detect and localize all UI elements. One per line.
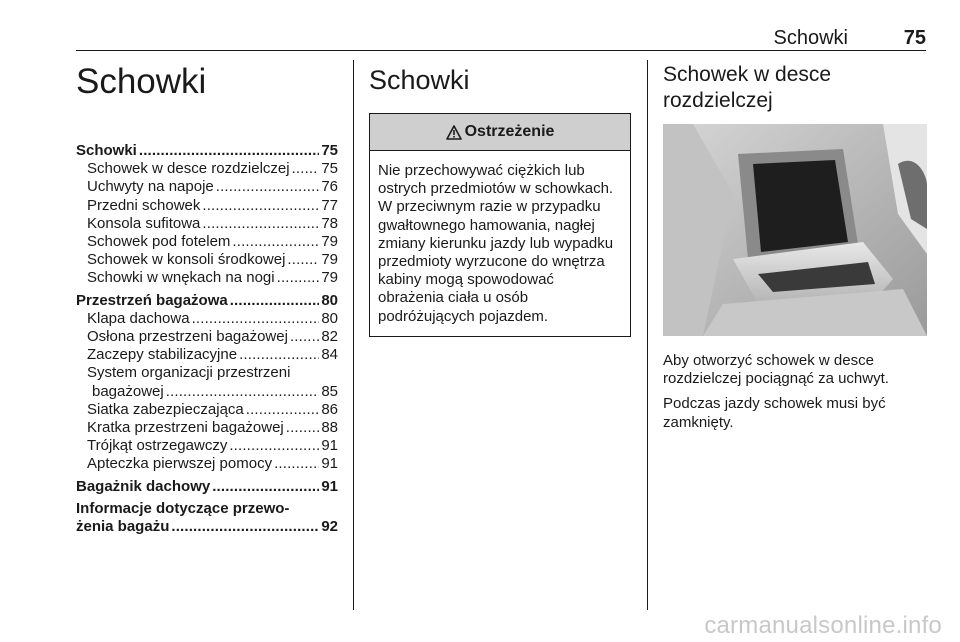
toc-entry[interactable]: Siatka zabezpieczająca . . . 86: [76, 401, 338, 419]
toc-entry[interactable]: bagażowej . . . 85: [76, 383, 338, 401]
paragraph: Aby otworzyć schowek w desce rozdzielczej pociągnąć za uchwyt.: [663, 352, 889, 388]
toc-entry[interactable]: Kratka przestrzeni bagażowej . . . 88: [76, 419, 338, 437]
toc-entry[interactable]: Osłona przestrzeni bagażowej . . . 82: [76, 328, 338, 346]
toc-entry[interactable]: Bagażnik dachowy . . . 91: [76, 478, 338, 496]
toc-entry[interactable]: Klapa dachowa . . . 80: [76, 310, 338, 328]
glovebox-photo: [663, 124, 927, 336]
header-section-title: Schowki: [773, 27, 848, 49]
column-divider: [647, 60, 648, 610]
toc-entry[interactable]: Schowki w wnękach na nogi . . . 79: [76, 269, 338, 287]
toc-column: [76, 62, 338, 536]
paragraph: Podczas jazdy schowek musi być zamknięty.: [663, 395, 886, 431]
warning-text: Nie przechowywać ciężkich lub ostrych przedmiotów w schowkach. W przeciwnym razie w przypadku gwałtownego hamowania, nagłej zmiany kierunku jazdy lub wypadku przedmioty wyrzucone do wnętrza kabiny mogą spowodować obrażenia ciała u osób podróżujących pojazdem.: [378, 162, 614, 325]
toc-entry[interactable]: Schowek pod fotelem . . . 79: [76, 233, 338, 251]
toc-entry[interactable]: Przestrzeń bagażowa . . . 80: [76, 292, 338, 310]
toc-entry[interactable]: Schowki . . . 75: [76, 142, 338, 160]
toc-entry[interactable]: Konsola sufitowa . . . 78: [76, 215, 338, 233]
toc-entry[interactable]: żenia bagażu . . . 92: [76, 518, 338, 536]
warning-heading: Ostrzeżenie: [464, 123, 555, 140]
toc-entry[interactable]: Przedni schowek . . . 77: [76, 197, 338, 215]
header-page-number: 75: [903, 27, 926, 49]
warning-box: [369, 113, 631, 337]
toc-entry[interactable]: Zaczepy stabilizacyjne . . . 84: [76, 346, 338, 364]
section-title: Schowki: [369, 65, 470, 95]
warning-header: [370, 114, 630, 151]
toc-entry-line1[interactable]: Informacje dotyczące przewo-: [76, 499, 290, 517]
watermark: carmanualsonline.info: [704, 612, 942, 639]
toc-entry[interactable]: Schowek w desce rozdzielczej . . . 75: [76, 160, 338, 178]
page-header: [76, 26, 926, 51]
toc-entry[interactable]: Uchwyty na napoje . . . 76: [76, 178, 338, 196]
right-column: [663, 62, 927, 439]
toc-entry[interactable]: Schowek w konsoli środkowej . . . 79: [76, 251, 338, 269]
toc-entry[interactable]: Apteczka pierwszej pomocy . . . 91: [76, 455, 338, 473]
toc-entry[interactable]: Trójkąt ostrzegawczy . . . 91: [76, 437, 338, 455]
toc-list: [76, 142, 338, 536]
chapter-title: Schowki: [76, 62, 207, 101]
warning-triangle-icon: [446, 125, 462, 140]
section-title: Schowek w desce rozdzielczej: [663, 63, 832, 112]
toc-entry-line1[interactable]: System organizacji przestrzeni: [87, 364, 291, 382]
middle-column: [369, 62, 631, 337]
column-divider: [353, 60, 354, 610]
